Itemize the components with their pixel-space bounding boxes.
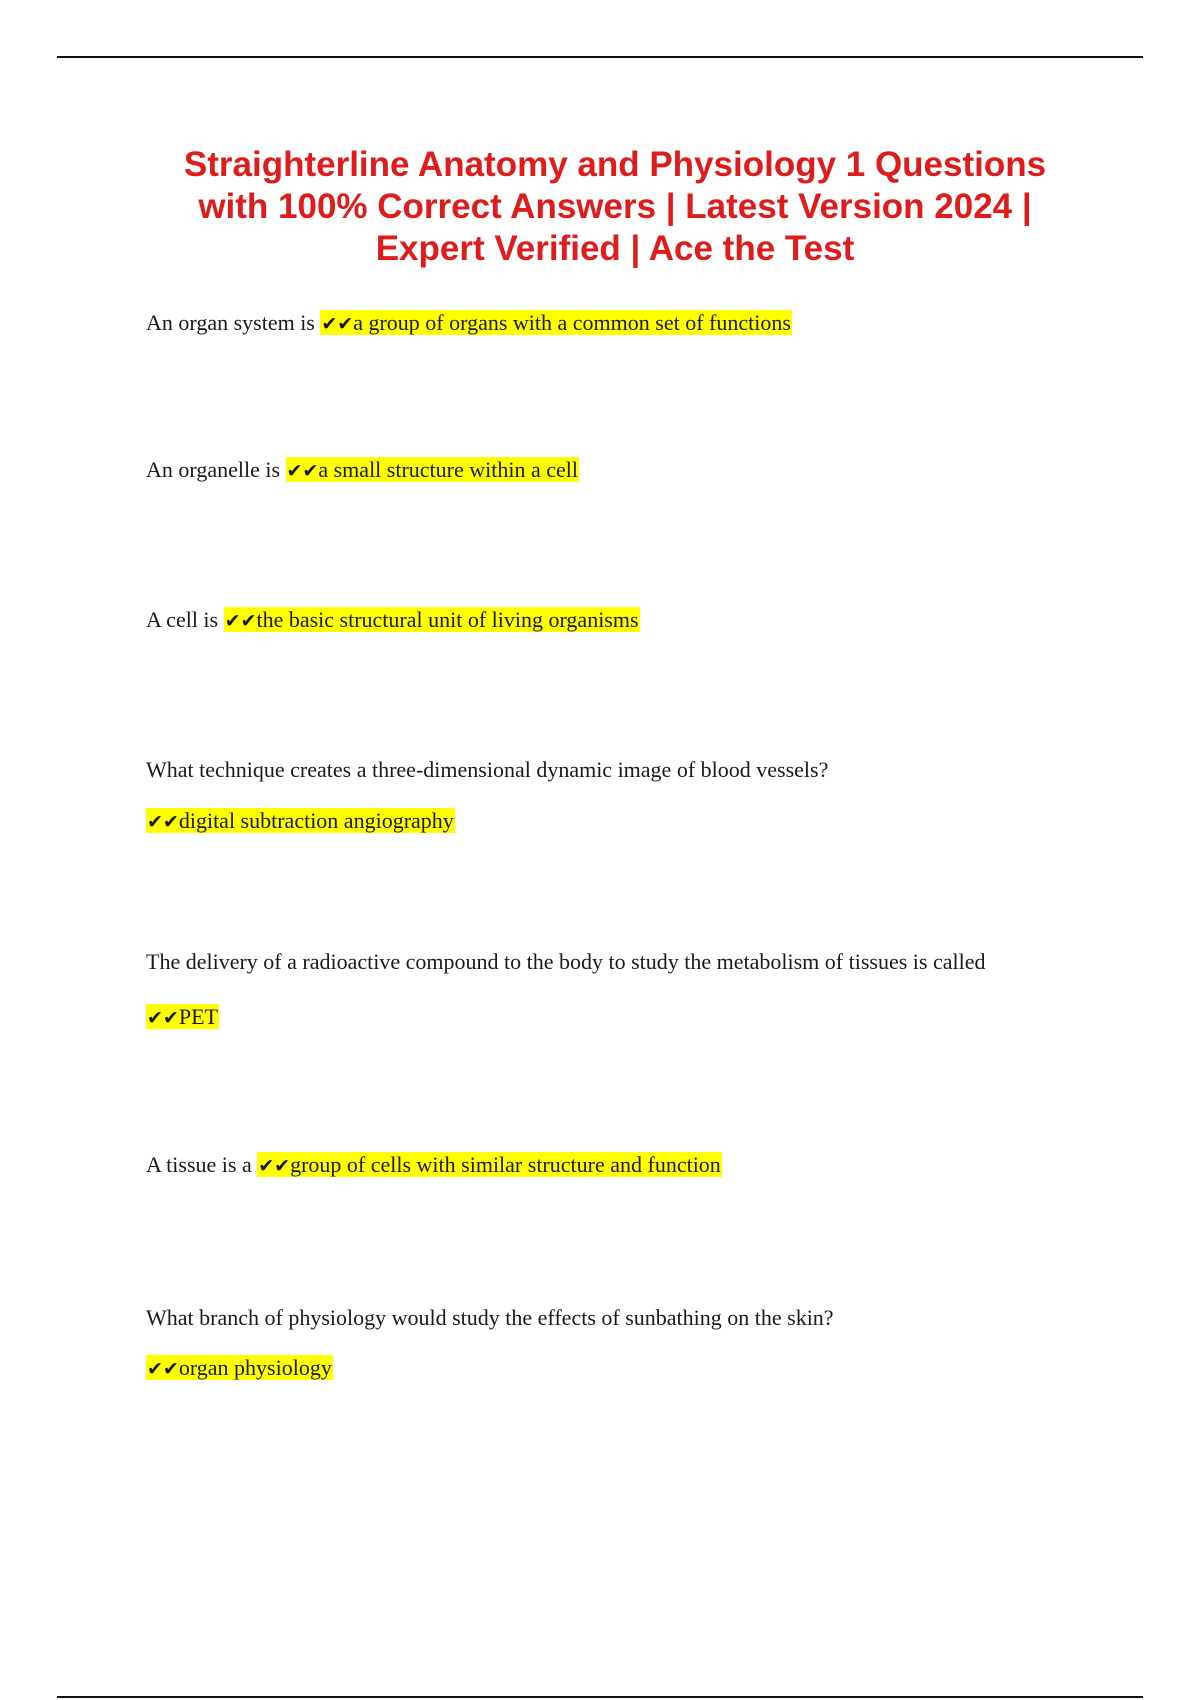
question-text: A cell is	[146, 607, 224, 632]
qa-item-4-answer	[146, 806, 455, 837]
answer-text: a small structure within a cell	[318, 457, 578, 482]
answer-text: PET	[178, 1004, 218, 1029]
qa-item-7-question	[146, 1303, 834, 1333]
qa-item-1	[146, 308, 792, 339]
question-text: An organelle is	[146, 457, 286, 482]
question-text: What technique creates a three-dimensional dynamic image of blood vessels?	[146, 757, 829, 782]
answer-text: digital subtraction angiography	[178, 808, 454, 833]
answer-highlight	[146, 1355, 333, 1380]
question-text: The delivery of a radioactive compound to the body to study the metabolism of tissues is called	[146, 949, 986, 974]
answer-text: the basic structural unit of living organisms	[256, 607, 639, 632]
qa-item-5-question	[146, 947, 985, 977]
qa-item-7-answer	[146, 1353, 333, 1384]
answer-highlight	[320, 310, 792, 335]
answer-text: organ physiology	[178, 1355, 332, 1380]
answer-highlight	[146, 1004, 219, 1029]
question-text: A tissue is a	[146, 1152, 258, 1177]
qa-item-6	[146, 1150, 722, 1181]
qa-item-4-question	[146, 755, 828, 785]
answer-text: group of cells with similar structure and function	[290, 1152, 721, 1177]
title-line-3: Expert Verified | Ace the Test	[375, 229, 855, 268]
check-icon: ✔✔	[224, 610, 257, 632]
title-line-1: Straighterline Anatomy and Physiology 1 Questions	[183, 145, 1047, 184]
answer-highlight	[146, 808, 455, 833]
title-line-2: with 100% Correct Answers | Latest Version 2024 |	[198, 187, 1032, 226]
check-icon: ✔✔	[286, 460, 319, 482]
bottom-rule	[57, 1696, 1143, 1698]
question-text: An organ system is	[146, 310, 321, 335]
check-icon: ✔✔	[147, 1007, 179, 1029]
top-rule	[57, 56, 1143, 58]
answer-highlight	[286, 457, 579, 482]
answer-text: a group of organs with a common set of functions	[353, 310, 791, 335]
check-icon: ✔✔	[147, 1358, 179, 1380]
check-icon: ✔✔	[321, 313, 354, 335]
document-title	[60, 144, 1170, 270]
check-icon: ✔✔	[258, 1155, 291, 1177]
qa-item-5-answer	[146, 1002, 219, 1033]
answer-highlight	[224, 607, 640, 632]
qa-item-2	[146, 455, 579, 486]
answer-highlight	[257, 1152, 722, 1177]
qa-item-3	[146, 605, 640, 636]
question-text: What branch of physiology would study the effects of sunbathing on the skin?	[146, 1305, 834, 1330]
check-icon: ✔✔	[147, 811, 179, 833]
